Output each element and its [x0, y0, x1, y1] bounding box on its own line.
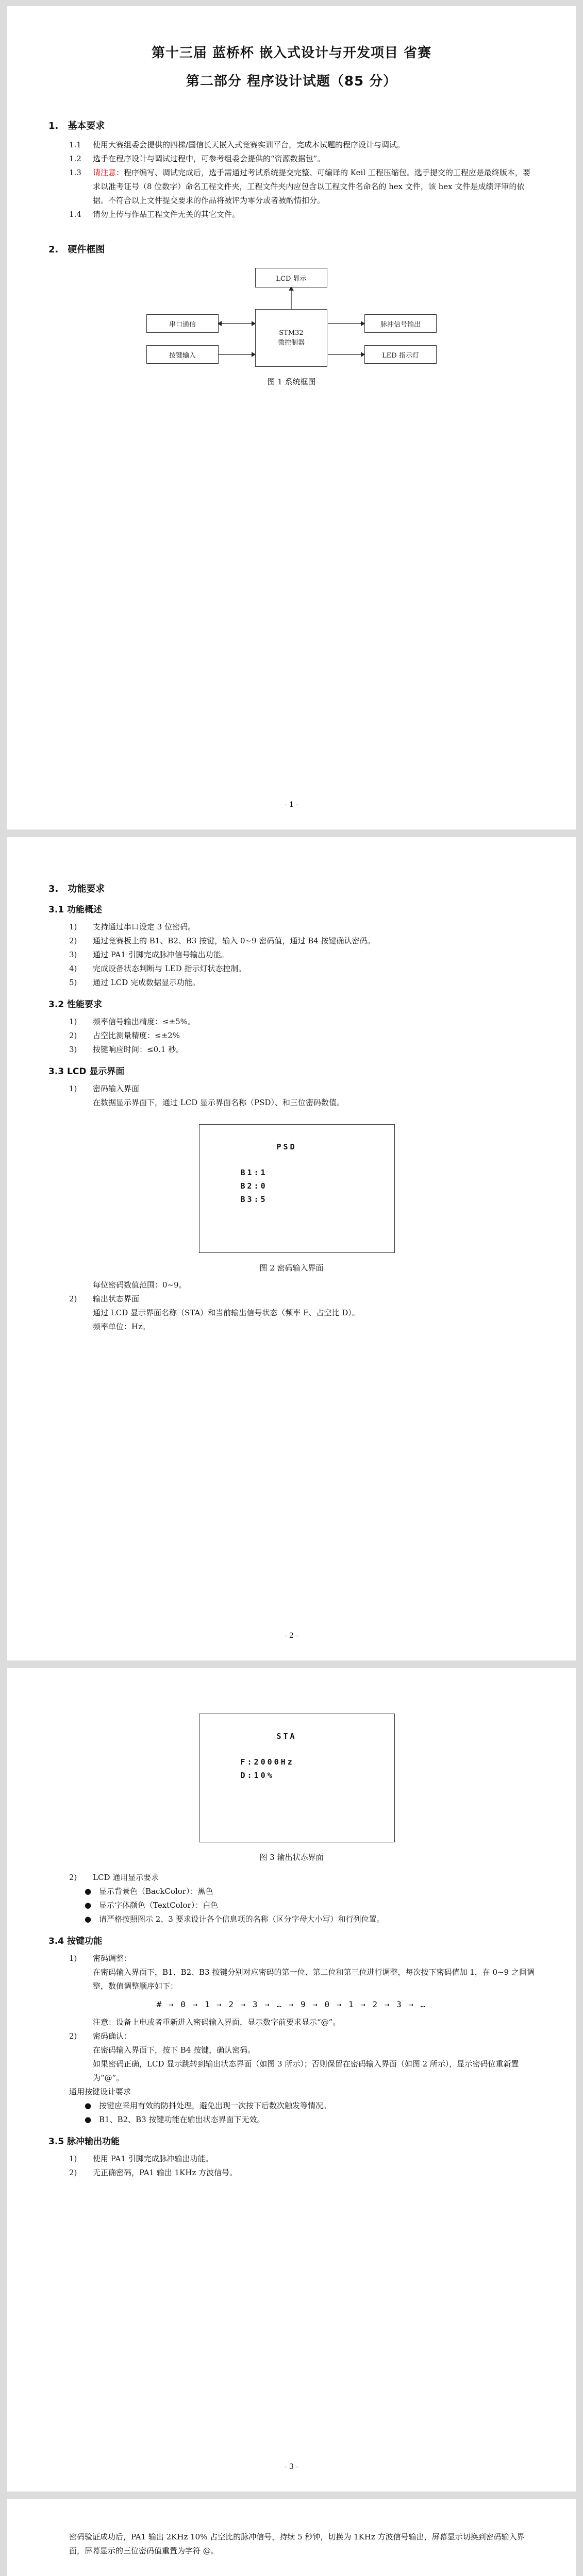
item-text: 无正确密码，PA1 输出 1KHz 方波信号。 — [93, 2168, 238, 2177]
exam-subtitle: 第二部分 程序设计试题（85 分） — [186, 74, 397, 89]
item-number: 4) — [69, 964, 77, 973]
list-item — [69, 934, 535, 948]
block-lcd: LCD 显示 — [255, 268, 327, 287]
bullet-text: 显示字体颜色（TextColor）：白色 — [99, 1901, 219, 1910]
bullet-item — [85, 2113, 535, 2127]
item-number: 1) — [69, 1954, 77, 1963]
item-text: 程序编写、调试完成后，选手需通过考试系统提交完整、可编译的 Keil 工程压缩包。选手提交的工程应是最终版本，要求以准考证号（8 位数字）命名工程文件夹，工程文件夹内应包含以工程文件名命名的 hex 文件，该 hex 文件是成绩评审的依据。不符合以上文件提交要求的作品将被评为零分或者被酌情扣分。 — [93, 168, 530, 205]
page-number: - 2 - — [284, 1632, 299, 1640]
block-key: 按键输入 — [146, 345, 219, 364]
bullet-item — [85, 1885, 535, 1899]
list-item — [69, 152, 535, 166]
list-item — [69, 1015, 535, 1029]
page-number: - 1 - — [284, 801, 299, 809]
block-led: LED 指示灯 — [364, 345, 437, 364]
bullet-icon: ● — [85, 1901, 92, 1910]
lcd-line-title: PSD — [276, 1142, 297, 1151]
item-number: 5) — [69, 978, 77, 987]
paragraph: 通用按键设计要求 — [69, 2087, 131, 2096]
block-pwm: 脉冲信号输出 — [364, 314, 437, 333]
paragraph: 在密码输入界面下，按下 B4 按键，确认密码。 — [93, 2045, 256, 2055]
lcd-line-title: STA — [276, 1732, 297, 1741]
paragraph: 密码验证成功后，PA1 输出 2KHz 10% 占空比的脉冲信号，持续 5 秒钟，切换为 1KHz 方波信号输出，屏幕显示切换到密码输入界面，屏幕显示的三位密码值重置为字符 @。 — [69, 2532, 525, 2555]
lcd-line-b1: B1:1 — [240, 1168, 268, 1177]
subsection-heading: 3.5 脉冲输出功能 — [48, 2137, 120, 2147]
item-number: 3) — [69, 950, 77, 959]
item-text: 密码输入界面 — [93, 1084, 140, 1093]
item-text: 频率信号输出精度：≤±5%。 — [93, 1017, 195, 1026]
list-item — [69, 2152, 535, 2166]
paragraph: 在数据显示界面下，通过 LCD 显示界面名称（PSD）、和三位密码数值。 — [93, 1098, 344, 1107]
lcd-frame — [199, 1124, 395, 1253]
paragraph: 通过 LCD 显示界面名称（STA）和当前输出信号状态（频率 F、占空比 D）。 — [93, 1308, 360, 1317]
bullet-icon: ● — [85, 1887, 92, 1896]
paragraph: 注意：设备上电或者重新进入密码输入界面，显示数字前要求显示“@”。 — [93, 2018, 341, 2027]
item-text: 选手在程序设计与调试过程中，可参考组委会提供的“资源数据包”。 — [93, 154, 325, 163]
item-number: 1) — [69, 922, 77, 931]
figure-caption: 图 2 密码输入界面 — [259, 1263, 324, 1273]
item-number: 1) — [69, 2154, 77, 2163]
item-text: 密码确认： — [93, 2031, 132, 2041]
lcd-line-b3: B3:5 — [240, 1195, 268, 1204]
item-number: 2) — [69, 1873, 77, 1882]
item-text: 使用大赛组委会提供的四梯/国信长天嵌入式竞赛实训平台，完成本试题的程序设计与调试。 — [93, 140, 405, 149]
item-text: 输出状态界面 — [93, 1294, 140, 1303]
item-number: 1.2 — [69, 154, 81, 163]
item-number: 2) — [69, 2031, 77, 2041]
item-text: 密码调整： — [93, 1954, 132, 1963]
section-heading: 3. 功能要求 — [48, 884, 105, 894]
page-2 — [7, 837, 576, 1660]
lcd-sta-screen — [184, 1704, 400, 1849]
page-1 — [7, 6, 576, 829]
list-item — [69, 1871, 535, 1885]
list-item — [69, 2166, 535, 2180]
item-number: 3) — [69, 1045, 77, 1054]
subsection-heading: 3.1 功能概述 — [48, 905, 103, 915]
waveform-svg — [48, 2570, 535, 2576]
list-item — [69, 208, 535, 222]
bullet-item — [85, 2099, 535, 2113]
list-item — [69, 1029, 535, 1043]
section-heading: 2. 硬件框图 — [48, 244, 105, 255]
item-number: 2) — [69, 1294, 77, 1303]
paragraph: 频率单位：Hz。 — [93, 1322, 150, 1331]
item-number: 1) — [69, 1084, 77, 1093]
figure-caption: 图 3 输出状态界面 — [259, 1853, 324, 1862]
bullet-icon: ● — [85, 1914, 92, 1924]
bullet-icon: ● — [85, 2115, 92, 2124]
item-number: 2) — [69, 936, 77, 945]
list-item — [69, 1043, 535, 1057]
page-4 — [7, 2499, 576, 2576]
item-number: 1.4 — [69, 210, 81, 219]
list-item — [69, 2029, 535, 2043]
block-uart: 串口通信 — [146, 314, 219, 333]
output-waveform-figure — [48, 2570, 535, 2576]
digit-sequence: # → 0 → 1 → 2 → 3 → … → 9 → 0 → 1 → 2 → 3 → … — [156, 1999, 427, 2009]
list-item — [69, 948, 535, 962]
bullet-item — [85, 1912, 535, 1926]
paragraph: 在密码输入界面下，B1、B2、B3 按键分别对应密码的第一位、第二位和第三位进行调整，每次按下密码值加 1，在 0~9 之间调整，数值调整顺序如下： — [93, 1968, 535, 1991]
subsection-heading: 3.3 LCD 显示界面 — [48, 1066, 125, 1077]
bullet-text: 按键应采用有效的防抖处理，避免出现一次按下后数次触发等情况。 — [99, 2101, 331, 2110]
page-number: - 3 - — [284, 2463, 299, 2471]
item-text: 占空比测量精度：≤±2% — [93, 1031, 180, 1040]
item-text: 通过 PA1 引脚完成脉冲信号输出功能。 — [93, 950, 229, 959]
section-heading: 1. 基本要求 — [48, 121, 105, 131]
subsection-heading: 3.2 性能要求 — [48, 999, 103, 1010]
list-item — [69, 138, 535, 152]
item-number: 2) — [69, 2168, 77, 2177]
list-item — [69, 1082, 535, 1096]
item-text: 按键响应时间：≤0.1 秒。 — [93, 1045, 184, 1054]
bullet-text: B1、B2、B3 按键功能在输出状态界面下无效。 — [99, 2115, 265, 2124]
list-item — [69, 920, 535, 934]
item-text: 通过 LCD 完成数据显示功能。 — [93, 978, 201, 987]
bullet-icon: ● — [85, 2101, 92, 2110]
paragraph: 如果密码正确，LCD 显示跳转到输出状态界面（如图 3 所示）；否则保留在密码输入界面（如图 2 所示），显示密码位重新置为“@”。 — [93, 2059, 519, 2082]
block-mcu: STM32 微控制器 — [255, 309, 327, 367]
figure-caption: 图 1 系统框图 — [267, 377, 316, 386]
item-text: 使用 PA1 引脚完成脉冲输出功能。 — [93, 2154, 213, 2163]
bullet-item — [85, 1899, 535, 1912]
item-number: 1.1 — [69, 140, 81, 149]
item-number: 1) — [69, 1017, 77, 1026]
lcd-line-freq: F:2000Hz — [240, 1757, 294, 1767]
note-lead: 请注意： — [93, 168, 124, 177]
subsection-heading: 3.4 按键功能 — [48, 1936, 103, 1946]
item-text: 完成设备状态判断与 LED 指示灯状态控制。 — [93, 964, 246, 973]
lcd-line-duty: D:10% — [240, 1771, 274, 1780]
item-text: 支持通过串口设定 3 位密码。 — [93, 922, 196, 931]
bullet-text: 请严格按照图示 2、3 要求设计各个信息项的名称（区分字母大小写）和行列位置。 — [99, 1914, 385, 1924]
lcd-line-b2: B2:0 — [240, 1181, 268, 1191]
item-text: 请勿上传与作品工程文件无关的其它文件。 — [93, 210, 240, 219]
lcd-psd-screen — [184, 1115, 400, 1259]
list-item — [69, 1292, 535, 1306]
list-item — [69, 166, 535, 208]
exam-title: 第十三届 蓝桥杯 嵌入式设计与开发项目 省赛 — [151, 45, 432, 61]
list-item — [69, 962, 535, 976]
item-number: 2) — [69, 1031, 77, 1040]
item-text: LCD 通用显示要求 — [93, 1873, 159, 1882]
paragraph: 每位密码数值范围：0~9。 — [93, 1280, 187, 1290]
bullet-text: 显示背景色（BackColor）：黑色 — [99, 1887, 213, 1896]
list-item — [69, 1952, 535, 1965]
system-block-diagram — [48, 263, 535, 417]
list-item — [69, 976, 535, 990]
item-text: 通过竞赛板上的 B1、B2、B3 按键，输入 0~9 密码值，通过 B4 按键确认密码。 — [93, 936, 375, 945]
lcd-frame — [199, 1714, 395, 1842]
page-3 — [7, 1668, 576, 2492]
item-number: 1.3 — [69, 168, 81, 177]
